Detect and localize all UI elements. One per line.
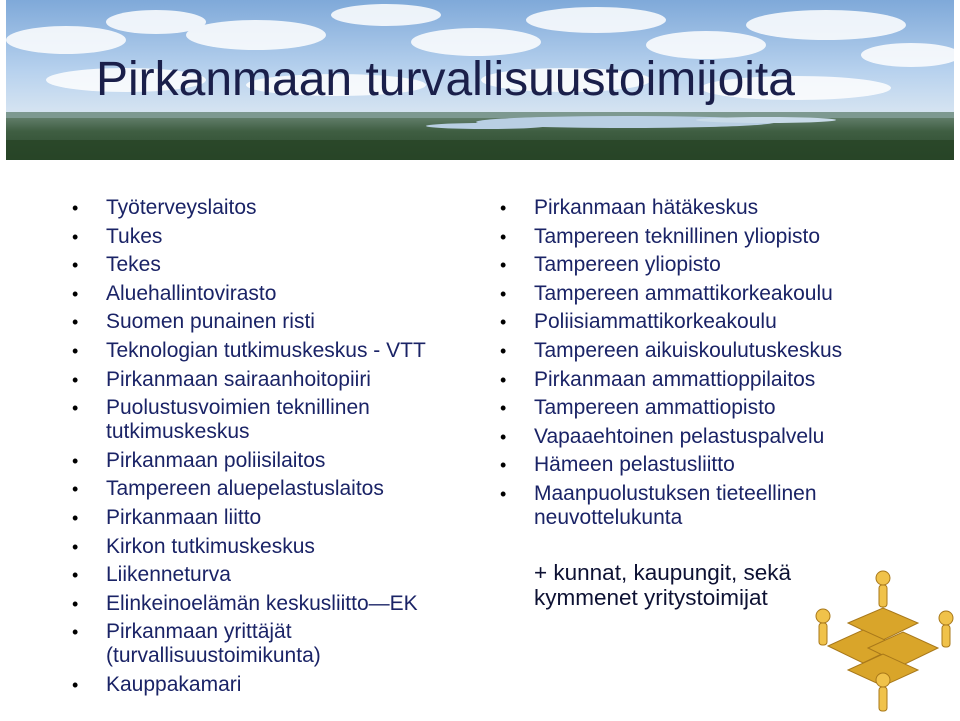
list-item <box>72 310 496 334</box>
list-item <box>72 448 496 473</box>
list-item <box>72 224 496 249</box>
right-organization-list <box>500 196 954 535</box>
list-item-text: Aluehallintovirasto <box>106 281 277 305</box>
list-item-text: Vapaaehtoinen pelastuspalvelu <box>534 424 825 448</box>
list-item-text: Poliisiammattikorkeakoulu <box>534 310 777 334</box>
bullet-icon: • <box>500 312 507 333</box>
bullet-icon: • <box>72 398 79 419</box>
list-item-text: Tampereen aikuiskoulutuskeskus <box>534 338 843 362</box>
list-item-text: Pirkanmaan yrittäjät (turvallisuustoimikunta) <box>106 620 321 668</box>
list-item-text: Kirkon tutkimuskeskus <box>106 534 315 558</box>
bullet-icon: • <box>72 450 79 471</box>
bullet-icon: • <box>500 198 507 218</box>
list-item <box>500 481 954 530</box>
bullet-icon: • <box>500 483 507 504</box>
bullet-icon: • <box>72 536 79 557</box>
list-item-text: Pirkanmaan liitto <box>106 505 262 529</box>
list-item <box>72 620 496 668</box>
page-title: Pirkanmaan turvallisuustoimijoita <box>96 53 795 106</box>
list-item <box>500 424 954 449</box>
list-item-text: Pirkanmaan poliisilaitos <box>106 448 326 472</box>
list-item <box>72 477 496 501</box>
list-item-text: Tampereen yliopisto <box>534 253 721 277</box>
list-item <box>500 224 954 249</box>
list-item <box>72 338 496 363</box>
list-item <box>72 591 496 616</box>
list-item-text: Pirkanmaan hätäkeskus <box>534 196 759 219</box>
list-item-text: Tampereen ammattikorkeakoulu <box>534 281 833 305</box>
list-item-text: Tampereen aluepelastuslaitos <box>106 477 384 501</box>
bullet-icon: • <box>72 593 79 614</box>
bullet-icon: • <box>72 255 79 276</box>
list-item <box>500 367 954 392</box>
bullet-icon: • <box>500 455 507 476</box>
bullet-icon: • <box>72 340 79 361</box>
extra-note: + kunnat, kaupungit, sekä kymmenet yritystoimijat <box>534 560 792 610</box>
list-item <box>72 253 496 277</box>
list-item <box>72 367 496 392</box>
puzzle-figures-illustration <box>808 568 958 716</box>
list-item <box>500 310 954 334</box>
bullet-icon: • <box>500 283 507 304</box>
bullet-icon: • <box>500 426 507 447</box>
bullet-icon: • <box>72 565 79 586</box>
list-item-text: Tampereen teknillinen yliopisto <box>534 224 820 248</box>
list-item-text: Pirkanmaan ammattioppilaitos <box>534 367 816 391</box>
list-item-text: Tukes <box>106 224 163 248</box>
bullet-icon: • <box>500 369 507 390</box>
bullet-icon: • <box>72 674 79 695</box>
list-item <box>72 281 496 306</box>
list-item-text: Tampereen ammattiopisto <box>534 396 776 420</box>
list-item <box>72 563 496 587</box>
list-item-text: Työterveyslaitos <box>106 196 257 219</box>
list-item <box>500 281 954 306</box>
puzzle-people-icon <box>808 568 958 716</box>
list-item <box>72 534 496 559</box>
list-item <box>500 253 954 277</box>
list-item-text: Maanpuolustuksen tieteellinen neuvottelukunta <box>534 481 817 529</box>
bullet-icon: • <box>72 622 79 643</box>
list-item-text: Tekes <box>106 253 161 277</box>
bullet-icon: • <box>72 369 79 390</box>
bullet-icon: • <box>72 507 79 528</box>
bullet-icon: • <box>500 398 507 419</box>
bullet-icon: • <box>500 255 507 276</box>
list-item-text: Hämeen pelastusliitto <box>534 453 735 477</box>
list-item-text: Teknologian tutkimuskeskus - VTT <box>106 338 426 362</box>
list-item-text: Elinkeinoelämän keskusliitto—EK <box>106 591 418 615</box>
bullet-icon: • <box>500 226 507 247</box>
bullet-icon: • <box>72 198 79 218</box>
list-item <box>72 672 496 697</box>
list-item <box>72 196 496 220</box>
list-item <box>500 196 954 220</box>
list-item-text: Kauppakamari <box>106 672 242 696</box>
bullet-icon: • <box>72 226 79 247</box>
list-item-text: Pirkanmaan sairaanhoitopiiri <box>106 367 371 391</box>
bullet-icon: • <box>72 479 79 500</box>
left-organization-list <box>72 196 496 702</box>
list-item-text: Suomen punainen risti <box>106 310 315 334</box>
list-item <box>500 338 954 363</box>
list-item-text: Liikenneturva <box>106 563 231 587</box>
bullet-icon: • <box>500 340 507 361</box>
list-item <box>72 505 496 530</box>
bullet-icon: • <box>72 283 79 304</box>
list-item-text: Puolustusvoimien teknillinen tutkimuskeskus <box>106 396 370 444</box>
list-item <box>500 396 954 420</box>
bullet-icon: • <box>72 312 79 333</box>
list-item <box>72 396 496 444</box>
list-item <box>500 453 954 477</box>
